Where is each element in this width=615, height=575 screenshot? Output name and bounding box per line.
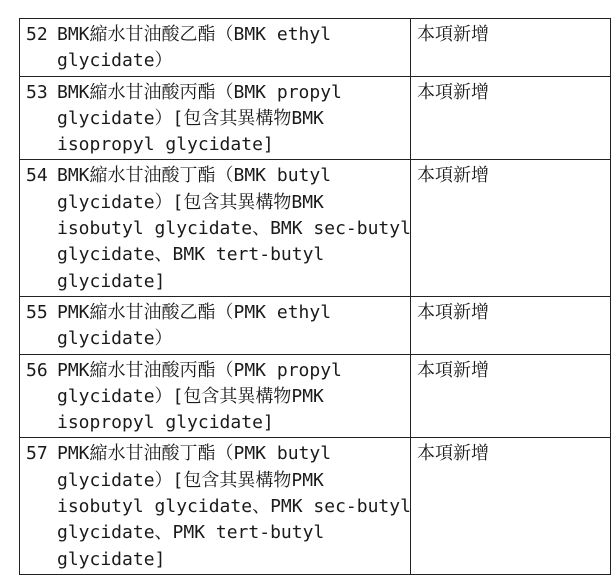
substance-name-line: glycidate）[包含其異構物PMK <box>57 385 324 407</box>
substance-name-line: isopropyl glycidate] <box>57 134 274 156</box>
row-number: 56 <box>26 359 48 381</box>
note-cell: 本項新增 <box>411 438 611 574</box>
substance-name-line: BMK縮水甘油酸乙酯（BMK ethyl <box>57 24 332 45</box>
row-number: 53 <box>26 81 48 103</box>
substance-name-line: glycidate）[包含其異構物BMK <box>57 107 324 129</box>
table-row <box>20 160 611 296</box>
table-row <box>20 19 611 77</box>
table-row <box>20 76 611 160</box>
note-cell: 本項新增 <box>411 354 611 438</box>
substance-name-line: PMK縮水甘油酸乙酯（PMK ethyl <box>57 301 332 323</box>
table-row <box>20 438 611 574</box>
note-cell: 本項新增 <box>411 19 611 77</box>
row-number: 55 <box>26 301 48 323</box>
substance-name-line: glycidate、PMK tert-butyl <box>57 522 325 544</box>
substance-name-line: glycidate] <box>57 548 166 570</box>
row-number: 52 <box>26 24 48 45</box>
table-row <box>20 354 611 438</box>
substance-cell <box>20 76 411 160</box>
substance-name-line: BMK縮水甘油酸丁酯（BMK butyl <box>57 165 332 187</box>
substance-name-line: isopropyl glycidate] <box>57 412 274 434</box>
first-line <box>26 22 406 48</box>
note-cell: 本項新增 <box>411 296 611 354</box>
substance-name-line: isobutyl glycidate、BMK sec-butyl <box>57 218 411 240</box>
substance-name-line: PMK縮水甘油酸丁酯（PMK butyl <box>57 443 332 465</box>
substance-name-line: isobutyl glycidate、PMK sec-butyl <box>57 496 411 518</box>
table-row <box>20 296 611 354</box>
note-cell: 本項新增 <box>411 160 611 296</box>
substance-cell <box>20 160 411 296</box>
substance-cell <box>20 296 411 354</box>
substance-name-line: BMK縮水甘油酸丙酯（BMK propyl <box>57 81 342 103</box>
substance-name-line: glycidate、BMK tert-butyl <box>57 244 325 266</box>
first-line <box>26 163 406 189</box>
substance-name-line: PMK縮水甘油酸丙酯（PMK propyl <box>57 359 342 381</box>
row-number: 57 <box>26 443 48 465</box>
substance-name-line: glycidate）[包含其異構物BMK <box>57 191 324 213</box>
substance-name-line: glycidate] <box>57 270 166 292</box>
first-line <box>26 358 406 384</box>
substance-name-line: glycidate）[包含其異構物PMK <box>57 469 324 491</box>
first-line <box>26 300 406 326</box>
note-cell: 本項新增 <box>411 76 611 160</box>
substance-cell <box>20 438 411 574</box>
first-line <box>26 80 406 106</box>
substance-cell <box>20 354 411 438</box>
row-number: 54 <box>26 165 48 187</box>
substance-name-line: glycidate） <box>57 50 173 72</box>
substance-name-line: glycidate） <box>57 328 173 350</box>
substance-cell <box>20 19 411 77</box>
first-line <box>26 441 406 467</box>
substance-table <box>19 18 611 575</box>
